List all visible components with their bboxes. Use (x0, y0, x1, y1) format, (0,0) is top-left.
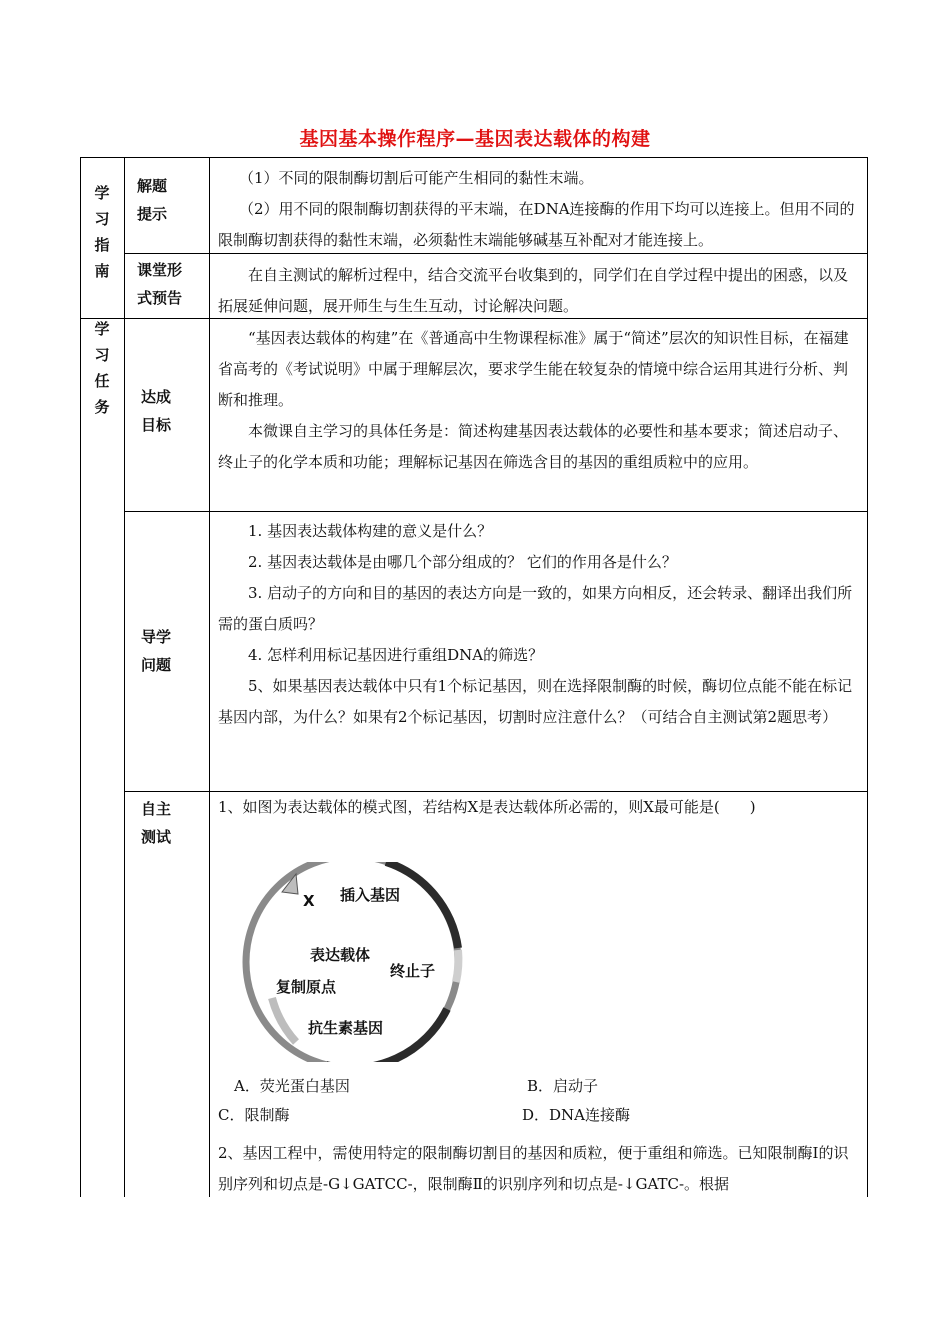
label-terminator: 终止子 (390, 962, 436, 980)
question-2: 2. 基因表达载体是由哪几个部分组成的？ 它们的作用各是什么？ (248, 553, 677, 571)
vector-diagram-svg (236, 862, 476, 1062)
preview-content (218, 260, 862, 322)
goal-paragraph-1: “基因表达载体的构建”在《普通高中生物课程标准》属于“简述”层次的知识性目标，在福建省高考的《考试说明》中属于理解层次，要求学生能在较复杂的情境中综合运用其进行分析、判断和推理。 (218, 329, 849, 409)
hint-paragraph-2: （2）用不同的限制酶切割获得的平末端，在DNA连接酶的作用下均可以连接上。但用不同的限制酶切割获得的黏性末端，必须黏性末端能够碱基互补配对才能连接上。 (218, 200, 855, 249)
row-label-goal: 达成 目标 (141, 388, 172, 434)
row-label-preview: 课堂形 式预告 (137, 261, 183, 307)
question-1: 1. 基因表达载体构建的意义是什么？ (248, 522, 493, 540)
row-label-questions: 导学 问题 (141, 628, 172, 674)
vector-diagram (236, 862, 476, 1062)
goal-content (218, 323, 862, 478)
hint-paragraph-1: （1）不同的限制酶切割后可能产生相同的黏性末端。 (239, 169, 594, 187)
questions-content (218, 516, 862, 733)
option-b: B．启动子 (527, 1077, 599, 1095)
label-origin: 复制原点 (276, 978, 337, 996)
option-c: C．限制酶 (218, 1106, 290, 1124)
section-label-guide: 学习指南 (94, 184, 110, 280)
label-antibiotic-gene: 抗生素基因 (308, 1019, 384, 1037)
section-label-task: 学习任务 (94, 320, 110, 416)
label-x: X (303, 892, 315, 910)
goal-paragraph-2: 本微课自主学习的具体任务是：简述构建基因表达载体的必要性和基本要求；简述启动子、终止子的化学本质和功能；理解标记基因在筛选含目的基因的重组质粒中的应用。 (218, 422, 849, 471)
preview-paragraph: 在自主测试的解析过程中，结合交流平台收集到的，同学们在自学过程中提出的困惑，以及拓展延伸问题，展开师生与生生互动，讨论解决问题。 (218, 266, 849, 315)
option-a: A．荧光蛋白基因 (234, 1077, 350, 1095)
test-question-1: 1、如图为表达载体的模式图，若结构X是表达载体所必需的，则X最可能是( ) (218, 798, 756, 816)
row-label-test: 自主 测试 (141, 800, 172, 846)
hint-content (218, 163, 862, 256)
row-label-hint: 解题 提示 (137, 177, 168, 223)
label-insert-gene: 插入基因 (340, 886, 401, 904)
option-d: D．DNA连接酶 (522, 1106, 631, 1124)
question-5: 5、如果基因表达载体中只有1个标记基因，则在选择限制酶的时候，酶切位点能不能在标记基因内部，为什么？如果有2个标记基因，切割时应注意什么？（可结合自主测试第2题思考） (218, 677, 853, 726)
page-title: 基因基本操作程序—基因表达载体的构建 (299, 128, 651, 150)
insert-gene-segment (386, 862, 458, 948)
question-4: 4. 怎样利用标记基因进行重组DNA的筛选？ (248, 646, 544, 664)
test-question-2: 2、基因工程中，需使用特定的限制酶切割目的基因和质粒，便于重组和筛选。已知限制酶Ⅰ的识别序列和切点是-G↓GATCC-，限制酶Ⅱ的识别序列和切点是-↓GATC-。根据 (218, 1144, 849, 1193)
label-vector: 表达载体 (310, 946, 371, 964)
question-3: 3. 启动子的方向和目的基因的表达方向是一致的，如果方向相反，还会转录、翻译出我们所需的蛋白质吗？ (218, 584, 853, 633)
terminator-segment (456, 950, 458, 982)
